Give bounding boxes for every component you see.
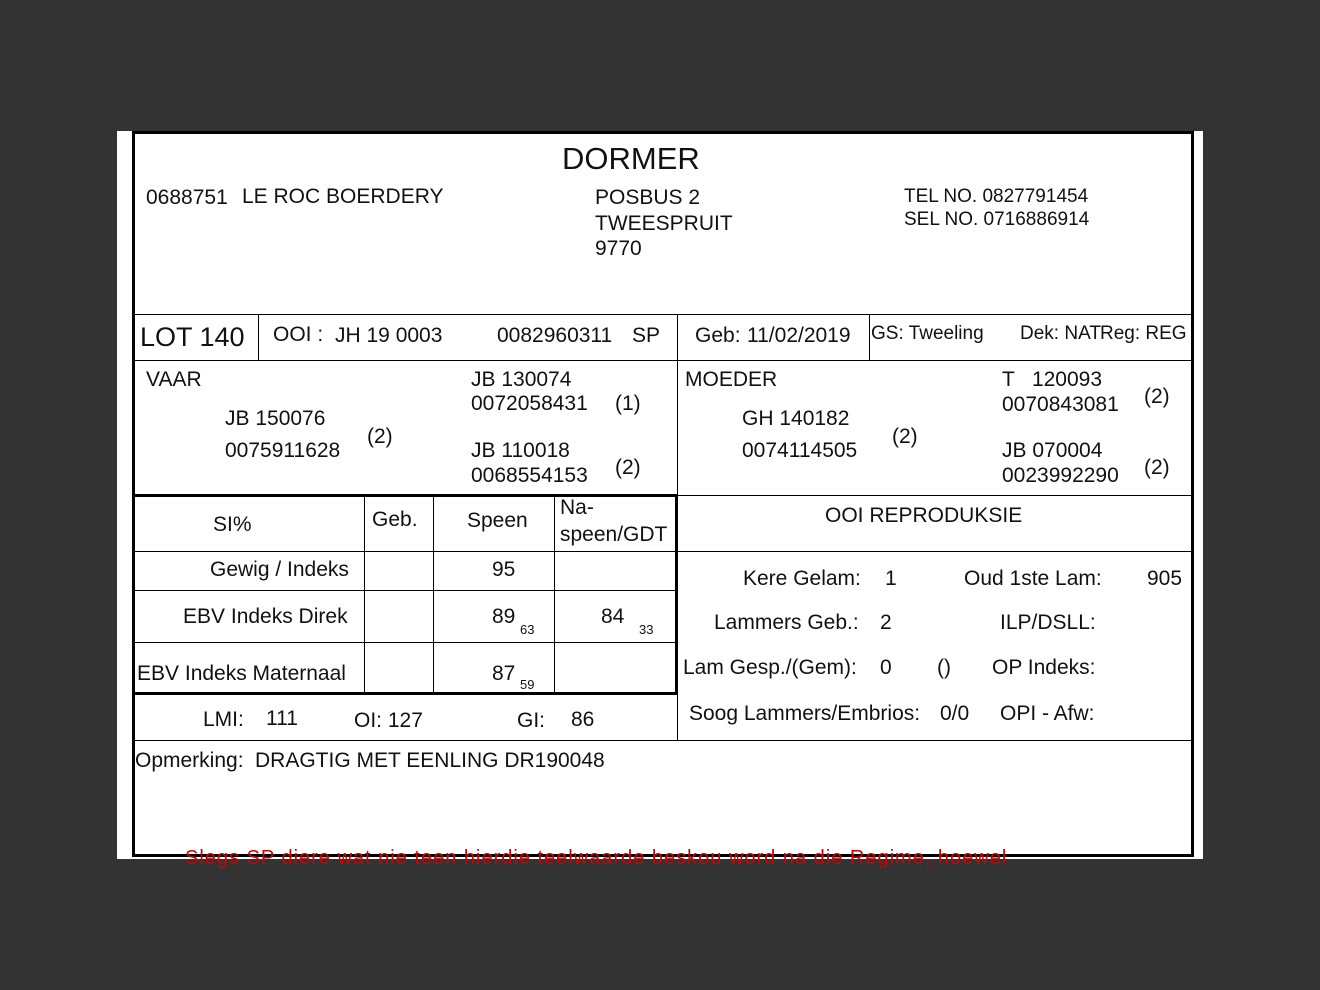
vaar-reg: 0075911628 [225, 439, 341, 462]
vaar-id: JB 150076 [225, 407, 326, 430]
moeder-dam-count: (2) [1144, 456, 1170, 479]
dek-status: Dek: NAT [1020, 323, 1101, 344]
moeder-dam-id: JB 070004 [1002, 439, 1103, 462]
vaar-sire-reg: 0072058431 [471, 392, 588, 415]
ooi-reg: 0082960311 [497, 324, 613, 347]
geb-date: 11/02/2019 [747, 324, 851, 347]
vaar-sire-count: (1) [615, 392, 641, 415]
footer-note [185, 847, 1145, 869]
address-line-1: POSBUS 2 [595, 186, 701, 209]
owner-name: LE ROC BOERDERY [242, 185, 444, 208]
owner-id: 0688751 [146, 186, 228, 209]
row-maternaal-label: EBV Indeks Maternaal [137, 662, 346, 685]
address-line-2: TWEESPRUIT [595, 212, 733, 235]
sel-number: SEL NO. 0716886914 [904, 209, 1090, 230]
row-direk-naspeen: 84 [601, 605, 625, 628]
vaar-label: VAAR [146, 368, 202, 391]
kere-label: Kere Gelam: [743, 567, 861, 590]
moeder-count: (2) [892, 425, 918, 448]
op-label: OP Indeks: [992, 656, 1096, 679]
kere-value: 1 [885, 567, 897, 590]
row-direk-speen: 89 [492, 605, 516, 628]
gs-status: GS: Tweeling [871, 323, 984, 344]
address-line-3: 9770 [595, 237, 642, 260]
geb-header: Geb. [372, 508, 418, 531]
lmi-label: LMI: [203, 708, 244, 731]
row-maternaal-speen-accuracy: 59 [520, 677, 535, 692]
row-maternaal-speen: 87 [492, 662, 516, 685]
moeder-dam-reg: 0023992290 [1002, 464, 1119, 487]
ooi-sp: SP [632, 324, 661, 347]
si-header: SI% [213, 513, 252, 536]
ooi-label: OOI : [273, 323, 324, 346]
vaar-dam-id: JB 110018 [471, 439, 570, 462]
remark-label: Opmerking: [135, 749, 244, 772]
speen-header: Speen [467, 509, 528, 532]
row-direk-speen-accuracy: 63 [520, 622, 535, 637]
row-gewig-label: Gewig / Indeks [210, 558, 349, 581]
vaar-count: (2) [367, 425, 393, 448]
moeder-sire-id: T 120093 [1002, 368, 1103, 391]
reg-status: Reg: REG [1100, 323, 1187, 344]
soog-label: Soog Lammers/Embrios: [689, 702, 921, 725]
lammers-value: 2 [880, 611, 892, 634]
oud-value: 905 [1147, 567, 1183, 590]
breed-title: DORMER [562, 141, 700, 176]
naspeen-header-line-2: speen/GDT [560, 523, 668, 546]
vaar-dam-reg: 0068554153 [471, 464, 588, 487]
geb-label: Geb: [695, 324, 741, 347]
ilp-label: ILP/DSLL: [1000, 611, 1096, 634]
row-direk-naspeen-accuracy: 33 [639, 622, 654, 637]
repro-title: OOI REPRODUKSIE [825, 504, 1023, 527]
lam-paren: () [937, 656, 951, 679]
row-direk-label: EBV Indeks Direk [183, 605, 348, 628]
footer-note-text: Slegs SP diere wat nie teen hierdie teelwaarde beskou word na die Regime, hoewel [185, 847, 1008, 869]
lmi-value: 111 [266, 707, 298, 730]
tel-number: TEL NO. 0827791454 [904, 186, 1089, 207]
lot-number: LOT 140 [140, 322, 245, 352]
lam-label: Lam Gesp./(Gem): [683, 656, 857, 679]
moeder-label: MOEDER [685, 368, 778, 391]
remark-text: DRAGTIG MET EENLING DR190048 [255, 749, 605, 772]
soog-value: 0/0 [940, 702, 970, 725]
row-gewig-speen: 95 [492, 558, 516, 581]
oud-label: Oud 1ste Lam: [964, 567, 1102, 590]
vaar-sire-id: JB 130074 [471, 368, 572, 391]
ooi-id: JH 19 0003 [335, 324, 443, 347]
opi-label: OPI - Afw: [1000, 702, 1095, 725]
naspeen-header-line-1: Na- [560, 496, 594, 519]
moeder-sire-count: (2) [1144, 385, 1170, 408]
gi-label: GI: [517, 709, 546, 732]
oi-index: OI: 127 [354, 709, 423, 732]
vaar-dam-count: (2) [615, 456, 641, 479]
moeder-reg: 0074114505 [742, 439, 858, 462]
moeder-sire-reg: 0070843081 [1002, 393, 1119, 416]
lam-value: 0 [880, 656, 892, 679]
moeder-id: GH 140182 [742, 407, 850, 430]
gi-value: 86 [571, 708, 595, 731]
lammers-label: Lammers Geb.: [714, 611, 859, 634]
